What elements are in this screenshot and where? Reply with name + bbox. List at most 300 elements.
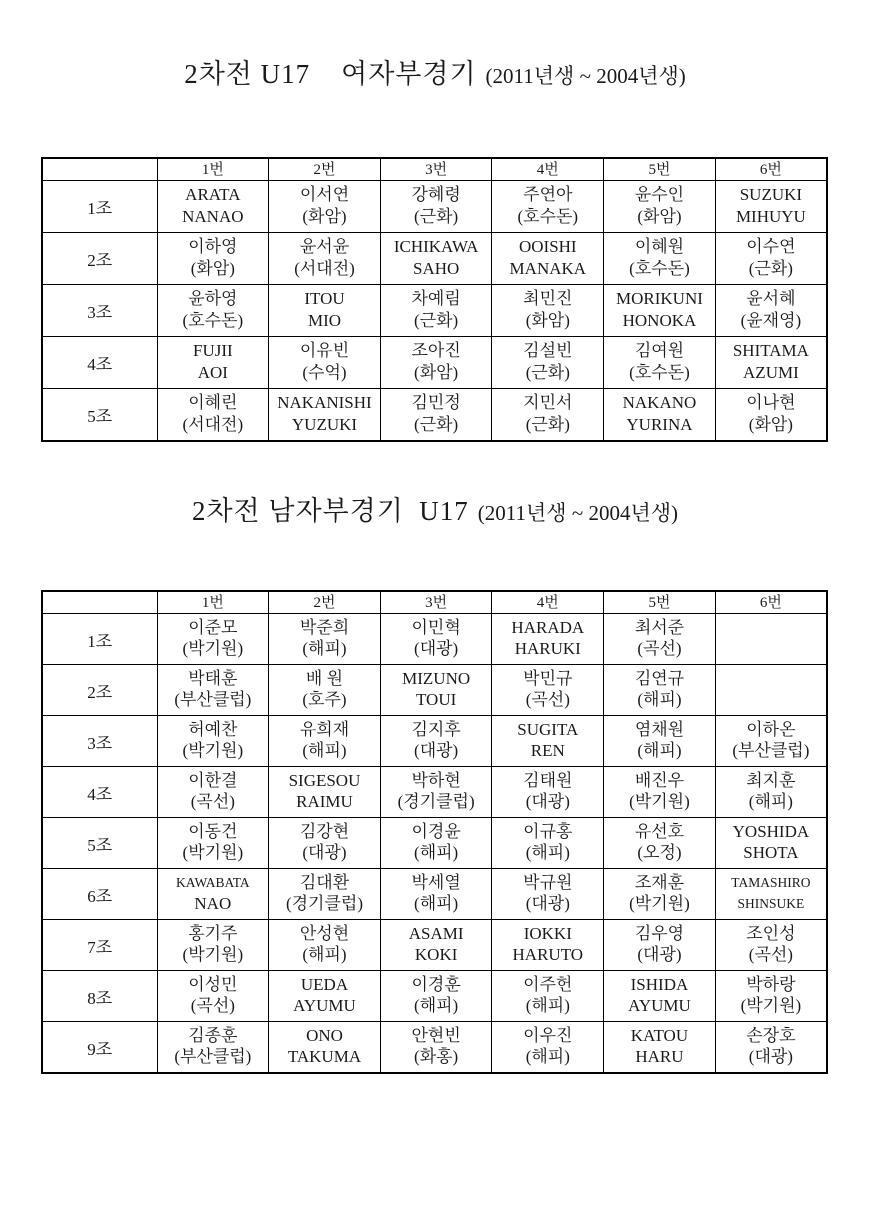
player-line: SUZUKI [739, 185, 803, 204]
player-line: MORIKUNI [616, 289, 703, 308]
player-line: (호수돈) [517, 207, 579, 226]
player-cell [380, 389, 492, 442]
column-header: 1번 [157, 158, 269, 181]
player-line: (호주) [302, 690, 347, 709]
player-cell [715, 233, 827, 285]
player-cell [604, 767, 716, 818]
player-cell [492, 233, 604, 285]
player-line: (수억) [302, 363, 347, 382]
player-cell [380, 181, 492, 233]
player-line: KOKI [414, 945, 458, 964]
player-line: HARUKI [514, 639, 581, 658]
player-line: SAHO [412, 259, 460, 278]
player-cell [157, 233, 269, 285]
player-line: 손장호 [746, 1026, 796, 1045]
player-cell [604, 818, 716, 869]
player-cell [492, 920, 604, 971]
player-cell [492, 818, 604, 869]
player-cell [715, 920, 827, 971]
player-line: 허예찬 [188, 720, 238, 739]
player-cell [157, 389, 269, 442]
boys-section-title [0, 489, 870, 528]
player-line: (대광) [302, 843, 347, 862]
player-line: (곡선) [525, 690, 570, 709]
player-cell [715, 716, 827, 767]
player-line: (박기원) [182, 639, 244, 658]
player-line: (경기클럽) [397, 792, 475, 811]
player-line: MIHUYU [735, 207, 806, 226]
player-cell [492, 614, 604, 665]
player-line: (경기클럽) [285, 894, 363, 913]
player-cell [715, 337, 827, 389]
player-line: ITOU [304, 289, 345, 308]
player-line: 김강현 [299, 822, 350, 841]
player-line: 강혜령 [411, 185, 461, 204]
player-line: 홍기주 [188, 924, 238, 943]
column-header: 4번 [492, 591, 604, 614]
player-line: YURINA [626, 415, 693, 434]
player-line: 이수연 [746, 237, 796, 256]
player-line: 안현빈 [411, 1026, 461, 1045]
player-line: (곡선) [748, 945, 793, 964]
player-cell [269, 614, 381, 665]
player-line: 김우영 [634, 924, 685, 943]
player-line: SHITAMA [732, 341, 809, 360]
player-line: 주연아 [523, 185, 573, 204]
player-line: AYUMU [293, 996, 356, 1015]
player-line: 이하영 [188, 237, 238, 256]
column-header [42, 591, 157, 614]
player-cell [269, 818, 381, 869]
player-cell [269, 869, 381, 920]
player-line: NANAO [182, 207, 244, 226]
player-cell [715, 181, 827, 233]
player-line: (대광) [525, 792, 570, 811]
player-line: (해피) [302, 639, 347, 658]
player-cell [715, 869, 827, 920]
player-cell [715, 614, 827, 665]
player-line: NAKANISHI [277, 393, 372, 412]
player-cell [715, 665, 827, 716]
group-label: 4조 [42, 767, 157, 818]
player-line: 이한결 [188, 771, 238, 790]
player-line: 박태훈 [188, 669, 238, 688]
player-line: (해피) [525, 843, 570, 862]
player-line: (부산클럽) [732, 741, 810, 760]
player-line: (호수돈) [629, 259, 690, 278]
player-line: HARUTO [512, 945, 584, 964]
player-line: (윤재영) [740, 311, 802, 330]
player-cell [269, 389, 381, 442]
table-row [42, 869, 827, 920]
player-cell [269, 716, 381, 767]
player-line: IOKKI [523, 924, 572, 943]
player-line: (박기원) [629, 792, 690, 811]
player-line: 윤서혜 [746, 289, 796, 308]
player-cell [492, 181, 604, 233]
player-line: 최민진 [523, 289, 573, 308]
group-label: 4조 [42, 337, 157, 389]
player-cell [380, 818, 492, 869]
player-line: (서대전) [294, 259, 355, 278]
player-cell [492, 665, 604, 716]
group-label: 3조 [42, 285, 157, 337]
column-header: 6번 [715, 591, 827, 614]
player-line: (근화) [414, 311, 459, 330]
player-cell [269, 285, 381, 337]
table-row [42, 920, 827, 971]
player-cell [604, 614, 716, 665]
player-line: (근화) [414, 207, 459, 226]
table-row [42, 1022, 827, 1074]
player-cell [380, 285, 492, 337]
player-cell [492, 1022, 604, 1074]
girls-title-birthyears: (2011년생 ~ 2004년생) [485, 64, 686, 88]
player-cell [380, 233, 492, 285]
player-line: (박기원) [740, 996, 802, 1015]
player-line: 조인성 [746, 924, 796, 943]
player-line: NAKANO [622, 393, 697, 412]
player-line: 이동건 [188, 822, 238, 841]
player-line: 최서준 [634, 618, 685, 637]
player-cell [604, 665, 716, 716]
player-line: (해피) [525, 1047, 570, 1066]
group-label: 8조 [42, 971, 157, 1022]
player-line: 안성현 [299, 924, 350, 943]
player-line: SHOTA [743, 843, 799, 862]
player-line: HONOKA [622, 311, 697, 330]
player-cell [157, 285, 269, 337]
column-header: 2번 [269, 591, 381, 614]
player-cell [492, 285, 604, 337]
player-line: 김태원 [523, 771, 573, 790]
player-line: TAMASHIRO [731, 875, 811, 890]
player-cell [604, 1022, 716, 1074]
group-label: 5조 [42, 818, 157, 869]
column-header [42, 158, 157, 181]
player-line: 김연규 [634, 669, 685, 688]
player-line: 윤하영 [188, 289, 238, 308]
player-cell [269, 920, 381, 971]
player-line: (박기원) [182, 843, 244, 862]
player-line: HARU [635, 1047, 684, 1066]
player-line: (해피) [414, 843, 459, 862]
player-cell [715, 971, 827, 1022]
player-line: (근화) [525, 363, 570, 382]
player-cell [604, 337, 716, 389]
player-cell [380, 337, 492, 389]
player-line: KATOU [630, 1026, 689, 1045]
player-line: 최지훈 [746, 771, 796, 790]
player-cell [380, 614, 492, 665]
player-line: ARATA [185, 185, 241, 204]
player-line: ISHIDA [630, 975, 689, 994]
player-cell [157, 665, 269, 716]
player-line: 박세열 [411, 873, 461, 892]
player-line: ASAMI [408, 924, 464, 943]
player-cell [157, 869, 269, 920]
column-header: 5번 [604, 591, 716, 614]
player-line: 이서연 [299, 185, 350, 204]
player-cell [269, 337, 381, 389]
player-line: (해피) [302, 741, 347, 760]
player-line: 이민혁 [411, 618, 461, 637]
player-line: SHINSUKE [737, 896, 805, 911]
player-cell [492, 716, 604, 767]
player-line: 배진우 [634, 771, 685, 790]
player-line: 이우진 [523, 1026, 573, 1045]
player-line: 조아진 [411, 341, 461, 360]
player-cell [715, 767, 827, 818]
player-line: 이성민 [188, 975, 238, 994]
player-line: (곡선) [190, 996, 235, 1015]
group-label: 2조 [42, 233, 157, 285]
player-line: 김여원 [634, 341, 685, 360]
player-line: YOSHIDA [732, 822, 810, 841]
player-line: (해피) [302, 945, 347, 964]
player-line: RAIMU [296, 792, 353, 811]
column-header: 2번 [269, 158, 381, 181]
player-line: (화암) [525, 311, 570, 330]
player-line: 이준모 [188, 618, 238, 637]
player-line: (화암) [414, 363, 459, 382]
player-line: SIGESOU [288, 771, 361, 790]
column-header: 3번 [380, 591, 492, 614]
player-cell [604, 971, 716, 1022]
player-line: HARADA [511, 618, 585, 637]
player-line: (근화) [748, 259, 793, 278]
player-line: 배 원 [305, 669, 344, 688]
player-cell [492, 389, 604, 442]
player-line: 김설빈 [523, 341, 573, 360]
player-line: (대광) [637, 945, 682, 964]
boys-title-main: 2차전 남자부경기 U17 [191, 496, 469, 526]
player-line: (부산클럽) [174, 1047, 252, 1066]
player-line: 김민정 [411, 393, 461, 412]
table-row [42, 818, 827, 869]
player-line: AZUMI [743, 363, 799, 382]
player-cell [492, 869, 604, 920]
player-line: (호수돈) [182, 311, 244, 330]
player-cell [157, 716, 269, 767]
player-line: AYUMU [628, 996, 691, 1015]
group-label: 9조 [42, 1022, 157, 1074]
group-label: 1조 [42, 614, 157, 665]
player-cell [157, 920, 269, 971]
player-cell [269, 767, 381, 818]
player-cell [157, 181, 269, 233]
player-line: TOUI [415, 690, 457, 709]
table-row [42, 389, 827, 442]
table-row [42, 614, 827, 665]
player-line: 이경윤 [411, 822, 461, 841]
boys-bracket-table [41, 590, 828, 1074]
player-line: 박준희 [299, 618, 350, 637]
player-line: AOI [197, 363, 228, 382]
player-line: (대광) [748, 1047, 793, 1066]
boys-title-birthyears: (2011년생 ~ 2004년생) [477, 501, 679, 525]
player-cell [715, 285, 827, 337]
player-line: 조재훈 [634, 873, 685, 892]
player-line: UEDA [300, 975, 349, 994]
player-line: (호수돈) [629, 363, 690, 382]
girls-section-title [0, 52, 870, 91]
player-line: 박하랑 [746, 975, 796, 994]
player-line: 이하온 [746, 720, 796, 739]
player-cell [157, 818, 269, 869]
player-line: (해피) [414, 894, 459, 913]
player-line: (해피) [748, 792, 793, 811]
player-line: YUZUKI [291, 415, 358, 434]
player-cell [715, 818, 827, 869]
player-line: (근화) [525, 415, 570, 434]
player-line: 유선호 [634, 822, 685, 841]
player-cell [604, 285, 716, 337]
player-line: (화암) [748, 415, 793, 434]
player-line: (해피) [637, 690, 682, 709]
player-cell [715, 1022, 827, 1074]
player-cell [157, 614, 269, 665]
player-cell [715, 389, 827, 442]
player-line: 이혜원 [634, 237, 685, 256]
player-cell [157, 337, 269, 389]
player-cell [157, 1022, 269, 1074]
player-line: MIO [307, 311, 342, 330]
player-line: 박민규 [523, 669, 573, 688]
table-row [42, 233, 827, 285]
player-line: (서대전) [182, 415, 244, 434]
player-line: (대광) [414, 741, 459, 760]
player-line: (해피) [414, 996, 459, 1015]
table-row [42, 767, 827, 818]
player-cell [157, 971, 269, 1022]
column-header: 5번 [604, 158, 716, 181]
player-line: 이규홍 [523, 822, 573, 841]
player-cell [604, 233, 716, 285]
player-line: NAO [194, 894, 232, 913]
player-cell [380, 665, 492, 716]
player-cell [604, 869, 716, 920]
column-header: 3번 [380, 158, 492, 181]
player-line: SUGITA [517, 720, 579, 739]
player-line: 차예림 [411, 289, 461, 308]
player-line: (화홍) [414, 1047, 459, 1066]
column-header: 6번 [715, 158, 827, 181]
player-line: 이나현 [746, 393, 796, 412]
group-label: 1조 [42, 181, 157, 233]
player-line: (화암) [190, 259, 235, 278]
player-line: 김종훈 [188, 1026, 238, 1045]
player-line: 이경훈 [411, 975, 461, 994]
table-row [42, 181, 827, 233]
player-line: OOISHI [518, 237, 577, 256]
player-cell [492, 337, 604, 389]
player-cell [380, 869, 492, 920]
player-line: (박기원) [182, 741, 244, 760]
player-cell [269, 233, 381, 285]
player-cell [604, 181, 716, 233]
player-cell [269, 1022, 381, 1074]
table-row [42, 971, 827, 1022]
player-cell [380, 767, 492, 818]
player-cell [269, 181, 381, 233]
player-line: 윤수인 [634, 185, 685, 204]
table-row [42, 716, 827, 767]
player-cell [604, 716, 716, 767]
player-cell [269, 665, 381, 716]
player-line: 유희재 [299, 720, 350, 739]
group-label: 7조 [42, 920, 157, 971]
player-cell [604, 389, 716, 442]
player-line: (박기원) [629, 894, 690, 913]
player-line: 박규원 [523, 873, 573, 892]
player-line: 윤서윤 [299, 237, 350, 256]
player-line: 이혜린 [188, 393, 238, 412]
player-line: (곡선) [637, 639, 682, 658]
player-line: 이유빈 [299, 341, 350, 360]
player-cell [380, 1022, 492, 1074]
player-line: KAWABATA [176, 875, 250, 890]
header-row [42, 591, 827, 614]
table-row [42, 337, 827, 389]
player-line: (대광) [414, 639, 459, 658]
group-label: 3조 [42, 716, 157, 767]
player-line: 염채원 [634, 720, 685, 739]
player-cell [380, 716, 492, 767]
player-line: 김지후 [411, 720, 461, 739]
player-line: (대광) [525, 894, 570, 913]
player-line: (해피) [637, 741, 682, 760]
player-line: REN [530, 741, 565, 760]
player-cell [492, 767, 604, 818]
player-line: FUJII [192, 341, 233, 360]
player-line: (오정) [637, 843, 682, 862]
player-line: 박하현 [411, 771, 461, 790]
player-cell [604, 920, 716, 971]
header-row [42, 158, 827, 181]
group-label: 2조 [42, 665, 157, 716]
player-line: 지민서 [523, 393, 573, 412]
player-cell [492, 971, 604, 1022]
girls-title-main: 2차전 U17 여자부경기 [184, 59, 477, 89]
column-header: 4번 [492, 158, 604, 181]
player-line: ICHIKAWA [393, 237, 479, 256]
player-line: 김대환 [299, 873, 350, 892]
girls-bracket-table [41, 157, 828, 442]
group-label: 6조 [42, 869, 157, 920]
group-label: 5조 [42, 389, 157, 442]
player-cell [380, 971, 492, 1022]
player-line: (곡선) [190, 792, 235, 811]
column-header: 1번 [157, 591, 269, 614]
player-line: ONO [306, 1026, 343, 1045]
player-line: (근화) [414, 415, 459, 434]
player-line: (해피) [525, 996, 570, 1015]
player-line: MANAKA [509, 259, 587, 278]
table-row [42, 665, 827, 716]
player-cell [269, 971, 381, 1022]
player-line: 이주헌 [523, 975, 573, 994]
table-row [42, 285, 827, 337]
player-line: MIZUNO [402, 669, 471, 688]
player-cell [380, 920, 492, 971]
player-line: TAKUMA [287, 1047, 362, 1066]
player-line: (박기원) [182, 945, 244, 964]
player-cell [157, 767, 269, 818]
player-line: (부산클럽) [174, 690, 252, 709]
player-line: (화암) [637, 207, 682, 226]
player-line: (화암) [302, 207, 347, 226]
